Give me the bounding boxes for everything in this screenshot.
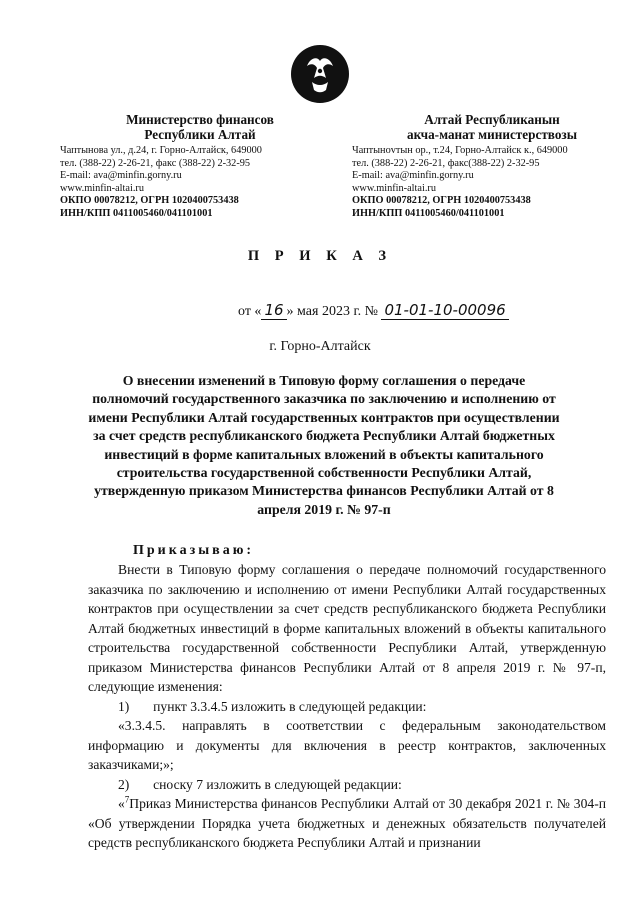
org-name-alt-line2: акча-манат министерствозы: [406, 127, 578, 142]
order-body: [88, 560, 606, 853]
inn-alt: ИНН/КПП 0411005460/041101001: [352, 207, 505, 219]
list-item-2-number: 2): [118, 776, 130, 792]
doc-type-heading: П Р И К А З: [247, 248, 393, 264]
okpo-alt: ОКПО 00078212, ОГРН 1020400753438: [352, 195, 531, 207]
address-ru: Чаптынова ул., д.24, г. Горно-Алтайск, 649000: [60, 145, 262, 156]
list-item-2: [88, 775, 606, 795]
quote-open-mark: «: [118, 796, 125, 811]
list-item-1-text: пункт 3.3.4.5 изложить в следующей редакции:: [153, 698, 427, 714]
date-prefix: от «: [238, 304, 262, 319]
phone-ru: тел. (388-22) 2-26-21, факс (388-22) 2-32-95: [60, 157, 251, 169]
org-name-alt: [352, 112, 632, 142]
address-alt: Чаптынovтын ор., т.24, Горно-Алтайск к., 649000: [352, 145, 568, 156]
date-number-line: [238, 301, 509, 320]
city-line: г. Горно-Алтайск: [269, 339, 371, 354]
list-item-2-quote: [88, 794, 606, 853]
phone-alt: тел. (388-22) 2-26-21, факс(388-22) 2-32-95: [352, 157, 540, 169]
website-ru: www.minfin-altai.ru: [60, 182, 144, 194]
email-alt: E-mail: ava@minfin.gorny.ru: [352, 170, 474, 182]
okpo-ru: ОКПО 00078212, ОГРН 1020400753438: [60, 195, 239, 207]
org-name-ru: [60, 112, 340, 142]
handwritten-order-number: 01-01-10-00096: [381, 301, 508, 320]
altai-republic-emblem-icon: [290, 44, 350, 104]
list-item-1-number: 1): [118, 698, 130, 714]
org-name-ru-line2: Республики Алтай: [144, 127, 256, 142]
handwritten-day: 16: [261, 301, 286, 320]
document-title: О внесении изменений в Типовую форму соглашения о передаче полномочий государственного заказчика по заключению и исполнению от имени Республики Алтай государственных контрактов при осуществлении за счет средств республиканского бюджета Республики Алтай бюджетных инвестиций в форме капитальных вложений в объекты капитального строительства государственной собственности Республики Алтай, утвержденную приказом Министерства финансов Республики Алтай от 8 апреля 2019 г. № 97-п: [88, 373, 560, 517]
order-verb: Приказываю:: [133, 543, 255, 558]
date-middle: » мая 2023 г. №: [286, 304, 382, 319]
ministry-header-russian: [60, 112, 340, 221]
org-name-alt-line1: Алтай Республиканын: [424, 112, 560, 127]
org-name-ru-line1: Министерство финансов: [126, 112, 274, 127]
list-item-2-quote-text: Приказ Министерства финансов Республики Алтай от 30 декабря 2021 г. № 304-п «Об утверждении Порядка учета бюджетных и денежных обязательств получателей средств республиканского бюджета Республики Алтай и признании: [88, 796, 606, 850]
inn-ru: ИНН/КПП 0411005460/041101001: [60, 207, 213, 219]
body-paragraph-1: Внести в Типовую форму соглашения о передаче полномочий государственного заказчика по заключению и исполнению от имени Республики Алтай государственных контрактов при осуществлении за счет средств республиканского бюджета Республики Алтай бюджетных инвестиций в форме капитальных вложений в объекты капитального строительства государственной собственности Республики Алтай, утвержденную приказом Министерства финансов Республики Алтай от 8 апреля 2019 г. № 97-п, следующие изменения:: [88, 562, 606, 694]
list-item-2-text: сноску 7 изложить в следующей редакции:: [153, 776, 402, 792]
list-item-1: [88, 697, 606, 717]
list-item-1-quote: «3.3.4.5. направлять в соответствии с федеральным законодательством информацию и документы для включения в реестр контрактов, заключенных заказчиками;»;: [88, 718, 606, 772]
footnote-superscript: 7: [124, 794, 130, 805]
email-ru: E-mail: ava@minfin.gorny.ru: [60, 170, 182, 182]
ministry-header-altai: [352, 112, 632, 221]
website-alt: www.minfin-altai.ru: [352, 182, 436, 194]
